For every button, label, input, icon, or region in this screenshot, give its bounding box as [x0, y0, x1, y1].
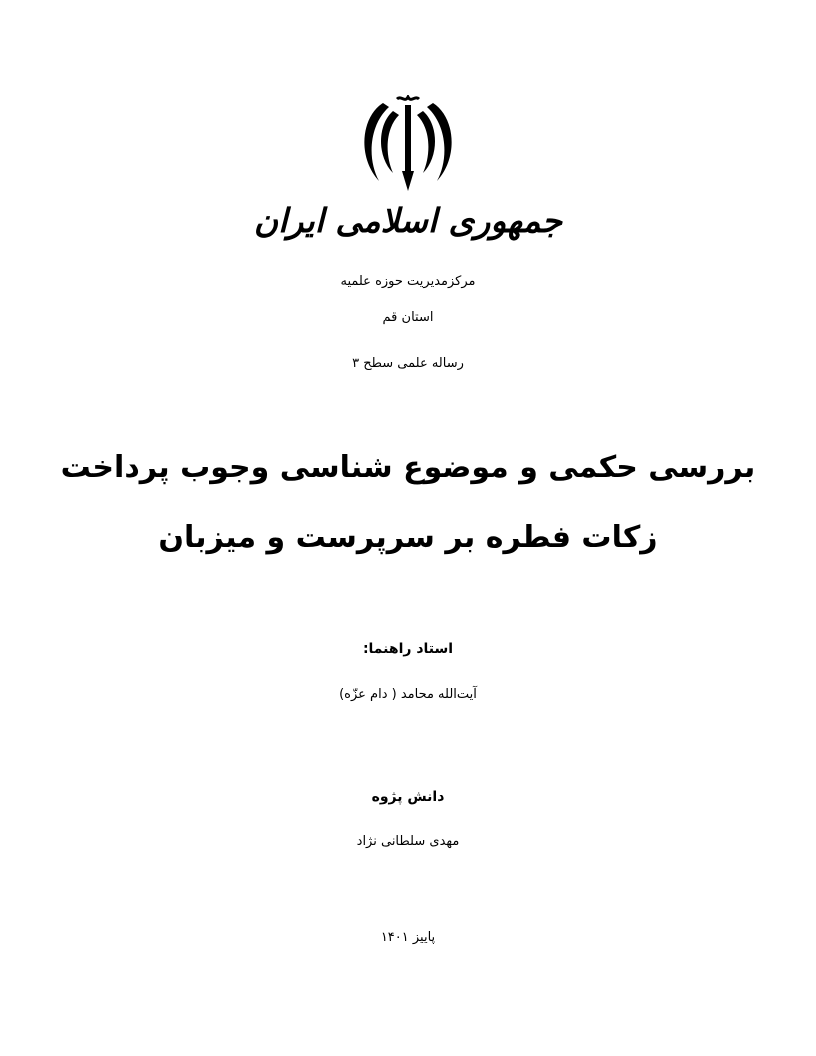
iran-emblem-logo [353, 95, 463, 197]
organization-name: مرکزمدیریت حوزه علمیه [340, 274, 476, 289]
researcher-name: مهدی سلطانی نژاد [356, 834, 460, 849]
title-line-1: بررسی حکمی و موضوع شناسی وجوب پرداخت [60, 450, 756, 485]
date: پاییز ۱۴۰۱ [380, 930, 436, 945]
thesis-level: رساله علمی سطح ۳ [352, 356, 464, 371]
province-name: استان قم [382, 310, 434, 325]
title-line-2: زکات فطره بر سرپرست و میزبان [158, 520, 658, 555]
advisor-label: استاد راهنما: [362, 641, 454, 657]
advisor-name: آیت‌الله محامد ( دام عزّه) [339, 687, 477, 702]
researcher-label: دانش پژوه [371, 789, 445, 805]
emblem-calligraphy: جمهوری اسلامی ایران [253, 201, 563, 240]
